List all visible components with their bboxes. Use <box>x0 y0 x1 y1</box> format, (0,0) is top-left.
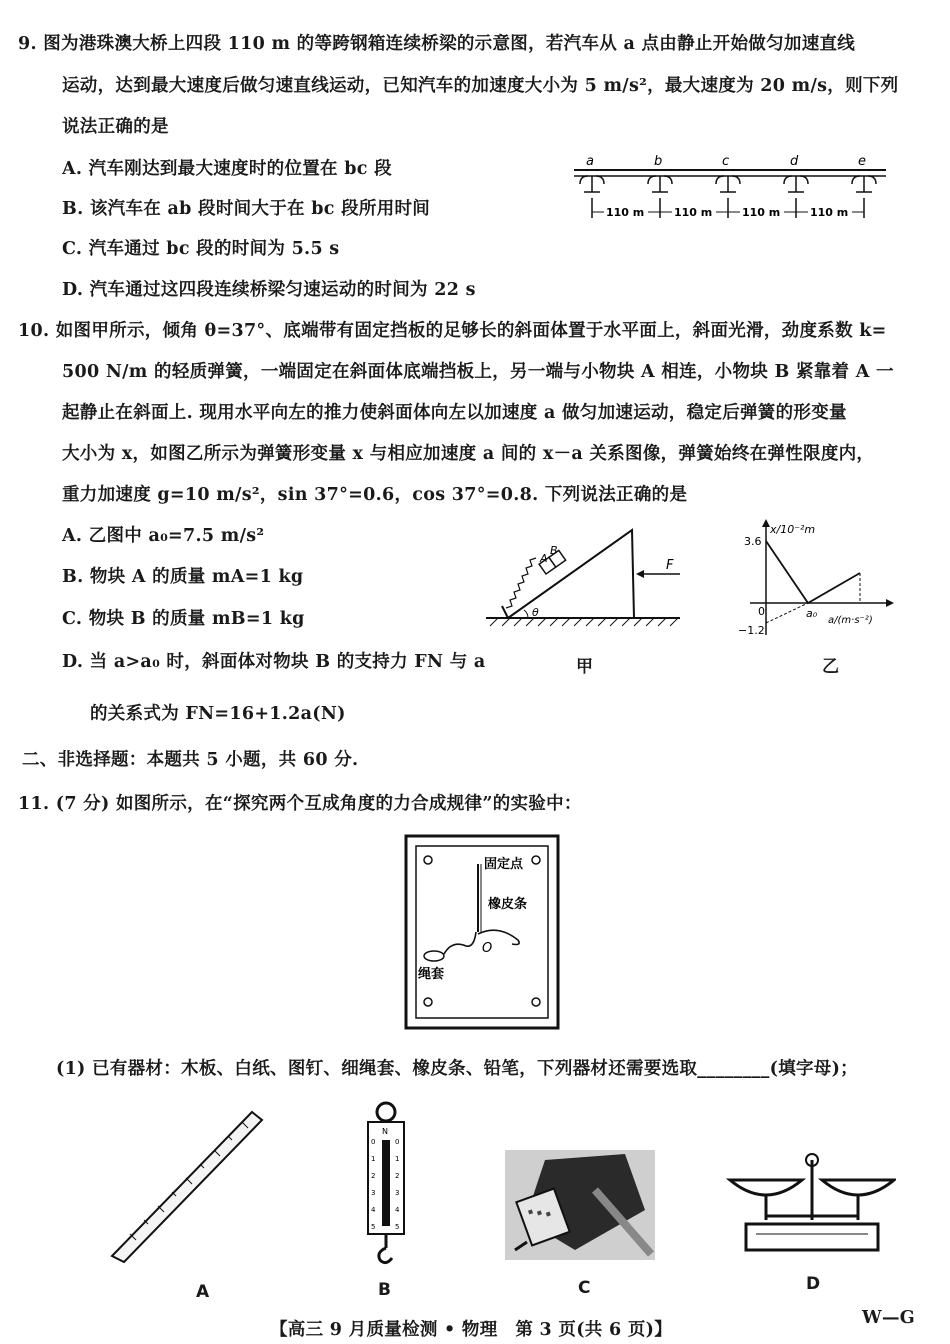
svg-text:2: 2 <box>371 1172 376 1180</box>
svg-text:1: 1 <box>371 1155 376 1163</box>
loop-label: 绳套 <box>418 967 445 982</box>
q11-line1: 11. (7 分) 如图所示，在“探究两个互成角度的力合成规律”的实验中： <box>18 794 582 814</box>
figure-jia-caption: 甲 <box>576 657 593 677</box>
q10-line4: 大小为 x，如图乙所示为弹簧形变量 x 与相应加速度 a 间的 x－a 关系图像，弹簧始终在弹性限度内， <box>62 444 875 464</box>
q10-option-c: C. 物块 B 的质量 mB=1 kg <box>62 609 305 629</box>
device-photo-image <box>505 1150 655 1260</box>
svg-text:0: 0 <box>371 1138 376 1146</box>
graph-line <box>766 541 860 603</box>
svg-text:0: 0 <box>395 1138 400 1146</box>
svg-text:1: 1 <box>395 1155 400 1163</box>
bridge-point-c: c <box>722 154 730 169</box>
bridge-point-d: d <box>790 154 799 169</box>
figure-yi-caption: 乙 <box>822 657 839 677</box>
svg-text:4: 4 <box>395 1206 400 1214</box>
bridge-point-e: e <box>858 154 866 169</box>
graph-y-top: 3.6 <box>744 535 762 548</box>
bridge-point-b: b <box>654 154 663 169</box>
svg-text:4: 4 <box>371 1206 376 1214</box>
board-diagram <box>404 834 560 1030</box>
force-f-label: F <box>666 558 674 573</box>
incline-diagram <box>480 522 690 662</box>
graph-origin: 0 <box>758 605 765 618</box>
svg-text:5: 5 <box>395 1223 400 1231</box>
point-o-label: O <box>482 941 493 956</box>
q9-line1: 9. 图为港珠澳大桥上四段 110 m 的等跨钢箱连续桥梁的示意图，若汽车从 a 点由静止开始做匀加速直线 <box>18 34 856 54</box>
ruler-image <box>100 1106 270 1266</box>
bridge-diagram <box>570 152 890 232</box>
q10-line5: 重力加速度 g=10 m/s²，sin 37°=0.6，cos 37°=0.8. 下列说法正确的是 <box>62 485 688 505</box>
spring-scale-image <box>356 1100 416 1270</box>
q10-option-a: A. 乙图中 a₀=7.5 m/s² <box>62 526 265 546</box>
q10-line3: 起静止在斜面上. 现用水平向左的推力使斜面体向左以加速度 a 做匀加速运动，稳定后弹簧的形变量 <box>62 403 847 423</box>
svg-text:5: 5 <box>371 1223 376 1231</box>
tool-b-label: B <box>378 1280 391 1300</box>
svg-text:3: 3 <box>371 1189 376 1197</box>
block-b-label: B <box>550 544 558 557</box>
q10-option-d-line1: D. 当 a>a₀ 时，斜面体对物块 B 的支持力 FN 与 a <box>62 652 486 672</box>
fixed-point-label: 固定点 <box>484 857 524 872</box>
balance-scale-image <box>726 1150 896 1260</box>
q10-option-b: B. 物块 A 的质量 mA=1 kg <box>62 567 304 587</box>
bridge-span-4: 110 m <box>810 206 849 219</box>
page-footer: 【高三 9 月质量检测 • 物理 第 3 页(共 6 页)】 <box>270 1320 673 1340</box>
q10-option-d-line2: 的关系式为 FN=16+1.2a(N) <box>90 704 346 724</box>
q9-option-d: D. 汽车通过这四段连续桥梁匀速运动的时间为 22 s <box>62 280 476 300</box>
block-a-label: A <box>540 552 548 565</box>
section-2-heading: 二、非选择题：本题共 5 小题，共 60 分. <box>22 750 359 770</box>
q9-line3: 说法正确的是 <box>62 117 169 137</box>
bridge-span-3: 110 m <box>742 206 781 219</box>
tool-c-label: C <box>578 1278 591 1298</box>
tool-a-label: A <box>196 1282 210 1302</box>
bridge-span-1: 110 m <box>606 206 645 219</box>
footer-code: W—G <box>862 1308 915 1328</box>
graph-ylabel: x/10⁻²m <box>770 523 816 536</box>
bridge-span-2: 110 m <box>674 206 713 219</box>
q9-option-b: B. 该汽车在 ab 段时间大于在 bc 段所用时间 <box>62 199 431 219</box>
q9-option-c: C. 汽车通过 bc 段的时间为 5.5 s <box>62 239 340 259</box>
theta-label: θ <box>532 606 539 619</box>
rubber-band-label: 橡皮条 <box>488 897 528 912</box>
graph-y-bottom: −1.2 <box>738 624 765 637</box>
scale-unit: N <box>382 1127 388 1136</box>
tool-d-label: D <box>806 1274 821 1294</box>
q10-line2: 500 N/m 的轻质弹簧，一端固定在斜面体底端挡板上，另一端与小物块 A 相连，小物块 B 紧靠着 A 一 <box>62 362 894 382</box>
graph-xlabel: a/(m·s⁻²) <box>828 615 873 626</box>
q10-line1: 10. 如图甲所示，倾角 θ=37°、底端带有固定挡板的足够长的斜面体置于水平面上，斜面光滑，劲度系数 k= <box>18 321 887 341</box>
q9-line2: 运动，达到最大速度后做匀速直线运动，已知汽车的加速度大小为 5 m/s²，最大速度为 20 m/s，则下列 <box>62 76 899 96</box>
q9-option-a: A. 汽车刚达到最大速度时的位置在 bc 段 <box>62 159 392 179</box>
bridge-point-a: a <box>586 154 594 169</box>
graph-a0-label: a₀ <box>806 607 818 620</box>
q11-sub1: (1) 已有器材：木板、白纸、图钉、细绳套、橡皮条、铅笔，下列器材还需要选取________(填字母)； <box>56 1059 858 1079</box>
svg-text:2: 2 <box>395 1172 400 1180</box>
svg-text:3: 3 <box>395 1189 400 1197</box>
x-a-graph <box>730 515 900 645</box>
